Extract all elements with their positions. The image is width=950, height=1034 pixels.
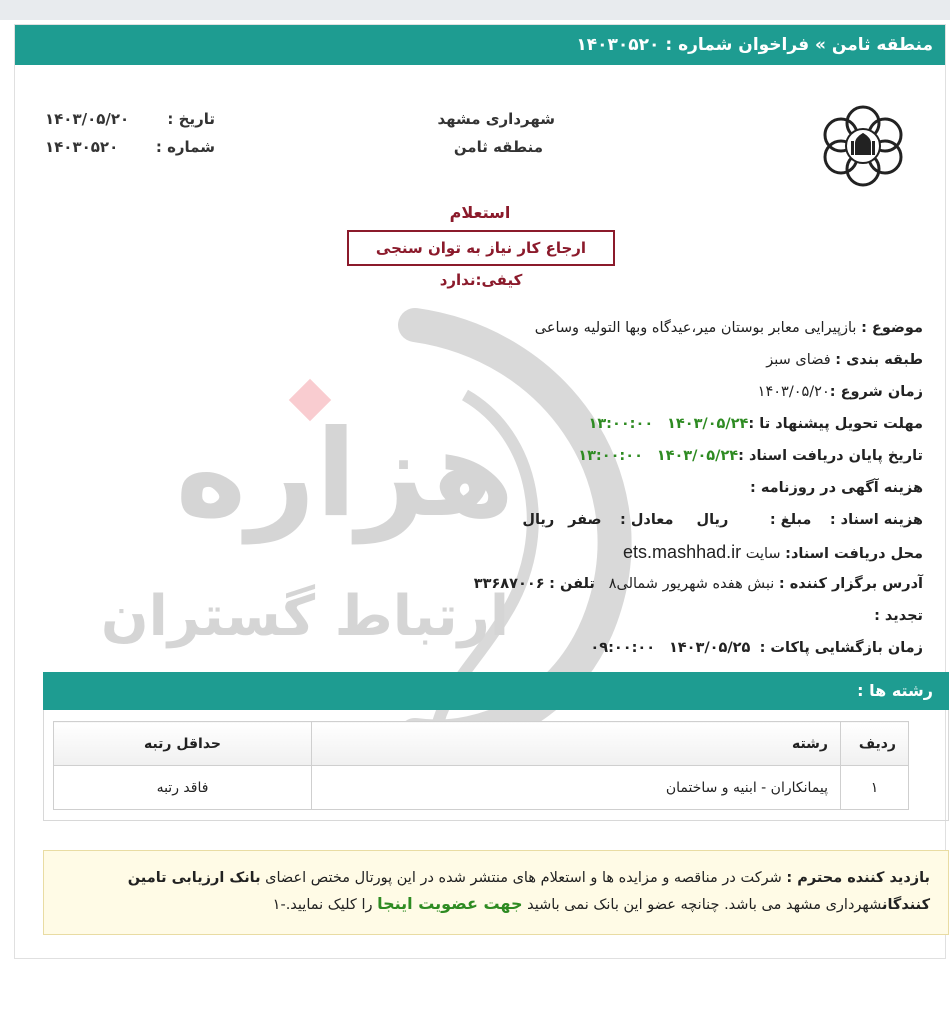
notice-text-2: شهرداری مشهد می باشد. چنانچه عضو این بانک نمی باشید <box>527 897 883 913</box>
equiv-label: معادل : <box>619 512 674 528</box>
doc-cost-row <box>43 504 923 536</box>
phone-value: ۳۳۶۸۷۰۰۶ <box>473 576 545 592</box>
doc-cost-label: هزینه اسناد : <box>829 512 923 528</box>
start-label: زمان شروع : <box>829 384 923 400</box>
deadline-label: مهلت تحویل پیشنهاد تا : <box>748 416 923 432</box>
subject-value: بازپیرایی معابر بوستان میر،عیدگاه وبها التولیه وساعی <box>534 320 857 336</box>
watermark-sub: ارتباط گستران <box>100 584 510 649</box>
notice-bank-name: بانک ارزیابی تامین کنندگان <box>127 870 930 913</box>
category-value: فضای سبز <box>766 352 831 368</box>
address-value: نبش هفده شهریور شمالی۸ <box>608 576 775 592</box>
opening-row <box>43 632 923 664</box>
breadcrumb: منطقه ثامن » فراخوان شماره : ۱۴۰۳۰۵۲۰ <box>15 25 945 65</box>
amount-label: مبلغ : <box>769 512 812 528</box>
start-value: ۱۴۰۳/۰۵/۲۰ <box>757 384 830 400</box>
date-label: تاریخ : <box>167 110 215 128</box>
row-min-rank: فاقد رتبه <box>54 766 312 810</box>
fields-table <box>53 721 909 810</box>
opening-date: ۱۴۰۳/۰۵/۲۵ <box>668 640 751 656</box>
watermark-brand: هزاره <box>175 405 515 544</box>
page-title: استعلام <box>449 203 511 222</box>
header-field: رشته <box>312 722 841 766</box>
equiv-value: صفر <box>568 512 602 528</box>
ad-cost-row <box>43 472 923 504</box>
docs-end-label: تاریخ پایان دریافت اسناد : <box>738 448 923 464</box>
deadline-date: ۱۴۰۳/۰۵/۲۴ <box>667 416 749 432</box>
row-index: ۱ <box>841 766 909 810</box>
renewal-label: تجدید : <box>874 608 923 624</box>
notice-visitor-label: بازدید کننده محترم : <box>786 870 930 886</box>
rial-2: ریال <box>522 512 555 528</box>
letter-meta <box>45 105 215 161</box>
ad-cost-label: هزینه آگهی در روزنامه : <box>749 480 923 496</box>
address-row <box>43 568 923 600</box>
opening-time: ۰۹:۰۰:۰۰ <box>590 640 656 656</box>
membership-notice <box>43 850 949 935</box>
organization-block <box>395 105 555 161</box>
doc-place-row <box>43 536 923 568</box>
doc-place-label: محل دریافت اسناد: <box>785 546 923 562</box>
docs-end-row <box>43 440 923 472</box>
quality-assessment-note: ارجاع کار نیاز به توان سنجی کیفی:ندارد <box>347 230 615 266</box>
top-strip <box>0 0 950 20</box>
opening-label: زمان بازگشایی پاکات : <box>759 640 923 656</box>
org-name: شهرداری مشهد <box>437 110 555 128</box>
start-row <box>43 376 923 408</box>
rial-1: ریال <box>696 512 729 528</box>
announcement-card <box>14 24 946 959</box>
phone-label: تلفن : <box>549 576 595 592</box>
docs-end-time: ۱۳:۰۰:۰۰ <box>578 448 643 464</box>
notice-text-3: را کلیک نمایید.-۱ <box>272 897 373 913</box>
fields-section-title: رشته ها : <box>43 672 949 710</box>
table-row <box>54 766 909 810</box>
deadline-time: ۱۳:۰۰:۰۰ <box>588 416 654 432</box>
org-region: منطقه ثامن <box>453 138 543 156</box>
doc-place-prefix: سایت <box>745 546 781 562</box>
municipality-logo <box>815 97 911 193</box>
deadline-row <box>43 408 923 440</box>
category-label: طبقه بندی : <box>835 352 923 368</box>
number-value: ۱۴۰۳۰۵۲۰ <box>45 138 119 156</box>
docs-end-date: ۱۴۰۳/۰۵/۲۴ <box>656 448 739 464</box>
number-label: شماره : <box>155 138 215 156</box>
doc-place-site-link[interactable]: ets.mashhad.ir <box>623 542 742 562</box>
subject-row <box>43 312 923 344</box>
notice-text-1: شرکت در مناقصه و مزایده ها و استعلام های منتشر شده در این پورتال مختص اعضای <box>265 870 782 886</box>
address-label: آدرس برگزار کننده : <box>778 576 923 592</box>
membership-link[interactable]: جهت عضویت اینجا <box>377 894 523 913</box>
date-value: ۱۴۰۳/۰۵/۲۰ <box>45 110 130 128</box>
header-index: ردیف <box>841 722 909 766</box>
table-header-row <box>54 722 909 766</box>
subject-label: موضوع : <box>861 320 923 336</box>
row-field: پیمانکاران - ابنیه و ساختمان <box>312 766 841 810</box>
header-min-rank: حداقل رتبه <box>54 722 312 766</box>
renewal-row <box>43 600 923 632</box>
category-row <box>43 344 923 376</box>
tender-details <box>43 312 923 664</box>
